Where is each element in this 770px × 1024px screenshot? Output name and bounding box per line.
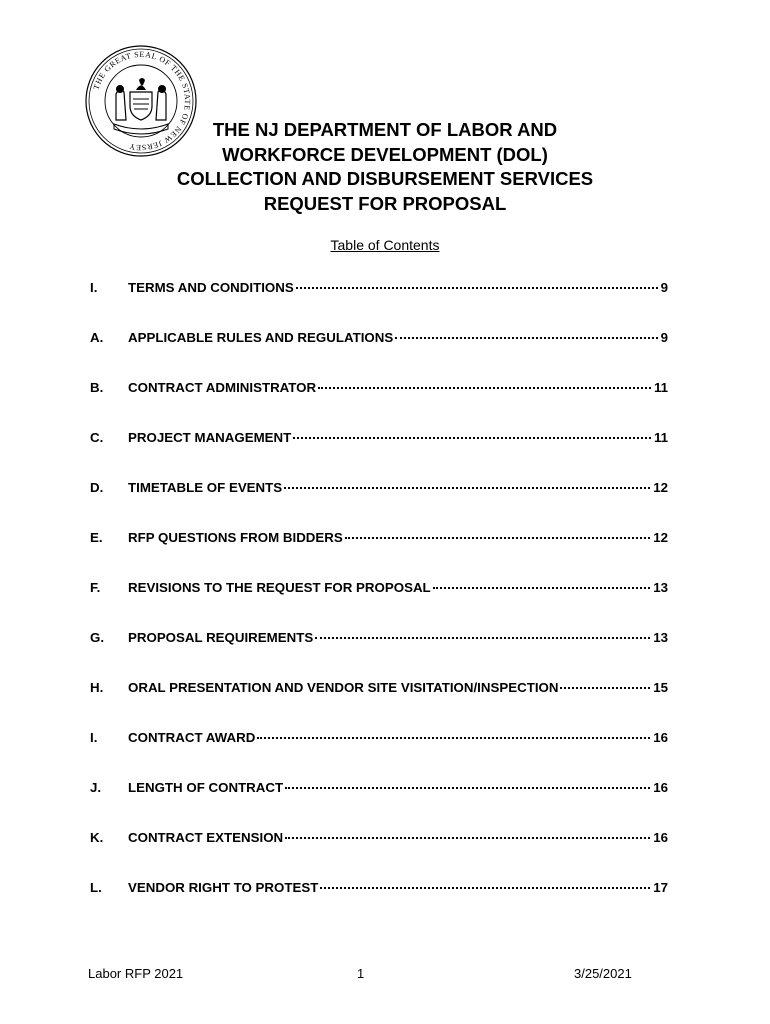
toc-entry[interactable] (90, 580, 668, 630)
toc-entry[interactable] (90, 280, 668, 330)
toc-entry[interactable] (90, 630, 668, 680)
toc-entry-page: 15 (653, 680, 668, 695)
toc-entry-number: I. (90, 730, 98, 745)
footer-doc-name: Labor RFP 2021 (88, 966, 184, 981)
title-line: THE NJ DEPARTMENT OF LABOR AND (212, 119, 558, 140)
toc-entry[interactable] (90, 830, 668, 880)
toc-entry-title: CONTRACT ADMINISTRATOR (128, 380, 317, 395)
toc-entry[interactable] (90, 530, 668, 580)
toc-entry-title: CONTRACT AWARD (128, 730, 256, 745)
toc-entry-number: F. (90, 580, 101, 595)
toc-entry-number: J. (90, 780, 102, 795)
toc-entry-title: CONTRACT EXTENSION (128, 830, 284, 845)
toc-dot-leader (318, 387, 651, 389)
toc-entry-title: TERMS AND CONDITIONS (128, 280, 294, 295)
toc-dot-leader (285, 787, 650, 789)
toc-entry-title: RFP QUESTIONS FROM BIDDERS (128, 530, 343, 545)
toc-entry-title: APPLICABLE RULES AND REGULATIONS (128, 330, 394, 345)
toc-entry[interactable] (90, 330, 668, 380)
toc-entry[interactable] (90, 780, 668, 830)
footer-page-number: 1 (357, 966, 365, 981)
document-title (100, 118, 670, 216)
title-line: WORKFORCE DEVELOPMENT (DOL) (222, 143, 548, 165)
toc-entry-page: 9 (660, 330, 668, 345)
toc-entry-page: 17 (653, 880, 668, 895)
toc-dot-leader (315, 637, 650, 639)
toc-dot-leader (284, 487, 650, 489)
toc-dot-leader (296, 287, 658, 289)
toc-dot-leader (433, 587, 651, 589)
toc-entry-title: PROJECT MANAGEMENT (128, 430, 292, 445)
toc-entry-title: PROPOSAL REQUIREMENTS (128, 630, 314, 645)
toc-heading: Table of Contents (330, 237, 440, 253)
footer-date: 3/25/2021 (574, 966, 632, 981)
toc-entry-page: 11 (653, 380, 668, 395)
toc-entry-title: TIMETABLE OF EVENTS (128, 480, 283, 495)
toc-entry-page: 12 (653, 530, 668, 545)
title-line: REQUEST FOR PROPOSAL (263, 192, 507, 214)
toc-entry-number: D. (90, 480, 104, 495)
toc-entry-title: LENGTH OF CONTRACT (128, 780, 284, 795)
toc-dot-leader (293, 437, 651, 439)
toc-dot-leader (560, 687, 650, 689)
toc-entry[interactable] (90, 680, 668, 730)
toc-entry-page: 9 (660, 280, 668, 295)
toc-entry-number: I. (90, 280, 98, 295)
toc-entry-page: 11 (653, 430, 668, 445)
seal-legend: THE GREAT SEAL OF THE STATE OF NEW JERSEY (91, 49, 193, 153)
toc-entry-number: B. (90, 380, 104, 395)
toc-dot-leader (395, 337, 657, 339)
toc-entry-number: A. (90, 330, 104, 345)
title-line: COLLECTION AND DISBURSEMENT SERVICES (176, 168, 594, 189)
toc-entry-number: H. (90, 680, 104, 695)
toc-entry-number: K. (90, 830, 104, 845)
toc-entry[interactable] (90, 730, 668, 780)
toc-entry[interactable] (90, 430, 668, 480)
toc-entry-page: 16 (653, 780, 668, 795)
toc-entry[interactable] (90, 480, 668, 530)
toc-entry-title: VENDOR RIGHT TO PROTEST (128, 880, 319, 895)
toc-entry-title: REVISIONS TO THE REQUEST FOR PROPOSAL (128, 580, 431, 595)
toc-entry-number: L. (90, 880, 102, 895)
toc-entry-page: 13 (653, 630, 668, 645)
toc-entry-page: 16 (653, 730, 668, 745)
toc-entry-page: 16 (653, 830, 668, 845)
toc-entry-page: 13 (653, 580, 668, 595)
toc-entry-number: E. (90, 530, 103, 545)
toc-dot-leader (285, 837, 650, 839)
toc-entry-number: C. (90, 430, 104, 445)
toc-entry-page: 12 (653, 480, 668, 495)
toc-dot-leader (345, 537, 650, 539)
toc-entry[interactable] (90, 380, 668, 430)
toc-dot-leader (257, 737, 650, 739)
table-of-contents (90, 280, 668, 930)
toc-entry[interactable] (90, 880, 668, 930)
toc-dot-leader (320, 887, 650, 889)
toc-entry-title: ORAL PRESENTATION AND VENDOR SITE VISITATION/INSPECTION (128, 680, 559, 695)
toc-entry-number: G. (90, 630, 105, 645)
